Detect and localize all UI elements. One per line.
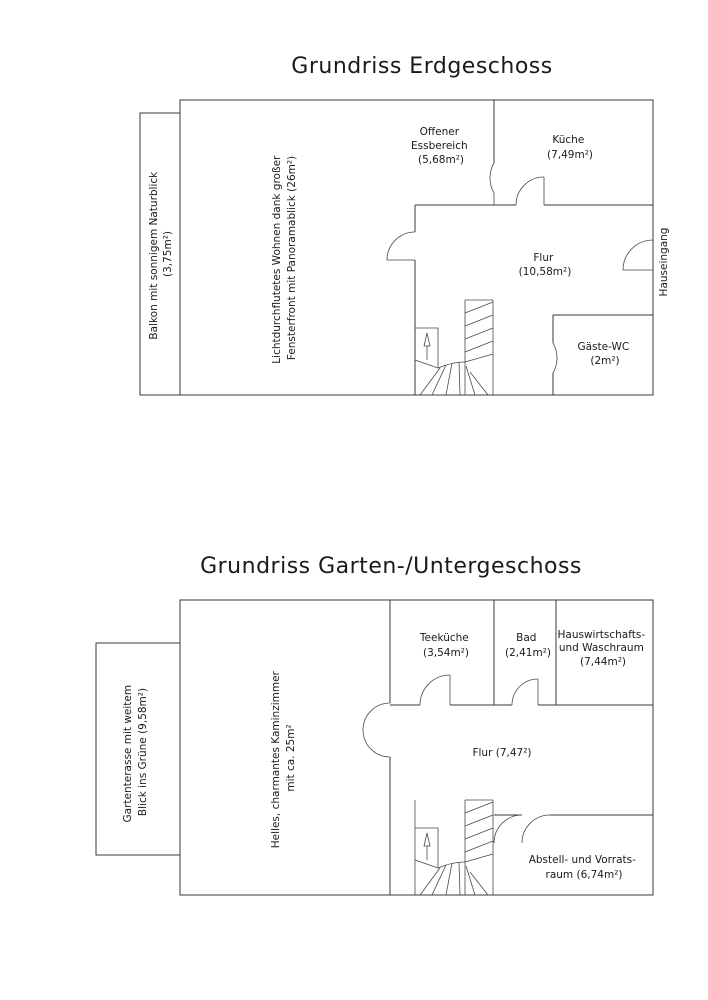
label-flur-ug: Flur (7,47²) bbox=[472, 747, 532, 759]
label-kaminzimmer: Helles, charmantes Kaminzimmer mit ca. 25m² bbox=[270, 671, 297, 849]
eg-staircase bbox=[415, 300, 493, 395]
teekueche-door bbox=[420, 675, 450, 705]
wohnen-door bbox=[387, 232, 415, 260]
abstell-door-arc bbox=[522, 815, 550, 843]
balkon-outline bbox=[140, 113, 180, 395]
label-kueche: Küche (7,49m²) bbox=[546, 134, 594, 161]
ug-staircase bbox=[415, 800, 493, 895]
abstell-door bbox=[494, 815, 522, 843]
bad-door bbox=[512, 679, 538, 705]
label-balkon: Balkon mit sonnigem Naturblick (3,75m²) bbox=[148, 171, 174, 340]
title-erdgeschoss: Grundriss Erdgeschoss bbox=[291, 54, 553, 79]
label-teekueche: Teeküche (3,54m²) bbox=[419, 632, 470, 659]
wc-door bbox=[553, 343, 557, 373]
label-hauswirtschaft: Hauswirtschafts- und Waschraum (7,44m²) bbox=[557, 629, 646, 668]
title-untergeschoss: Grundriss Garten-/Untergeschoss bbox=[200, 554, 582, 579]
plan-untergeschoss bbox=[96, 554, 653, 895]
label-wohnen: Lichtdurchflutetes Wohnen dank großer Fensterfront mit Panoramablick (26m²) bbox=[271, 155, 298, 364]
label-hauseingang: Hauseingang bbox=[658, 227, 670, 297]
plan-erdgeschoss bbox=[140, 54, 670, 395]
label-gaeste-wc: Gäste-WC (2m²) bbox=[577, 341, 630, 367]
kueche-door bbox=[516, 177, 544, 205]
kaminzimmer-door-bottom bbox=[363, 730, 390, 757]
hauseingang-door bbox=[623, 240, 653, 270]
label-essbereich: Offener Essbereich (5,68m²) bbox=[411, 126, 468, 166]
label-flur-eg: Flur (10,58m²) bbox=[518, 252, 572, 278]
kaminzimmer-door-top bbox=[363, 703, 390, 730]
label-terrasse: Gartenterasse mit weitem Blick ins Grüne (9,58m²) bbox=[122, 684, 149, 823]
essbereich-door bbox=[490, 163, 494, 193]
label-bad: Bad (2,41m²) bbox=[504, 632, 552, 659]
label-abstell: Abstell- und Vorrats- raum (6,74m²) bbox=[528, 854, 636, 881]
